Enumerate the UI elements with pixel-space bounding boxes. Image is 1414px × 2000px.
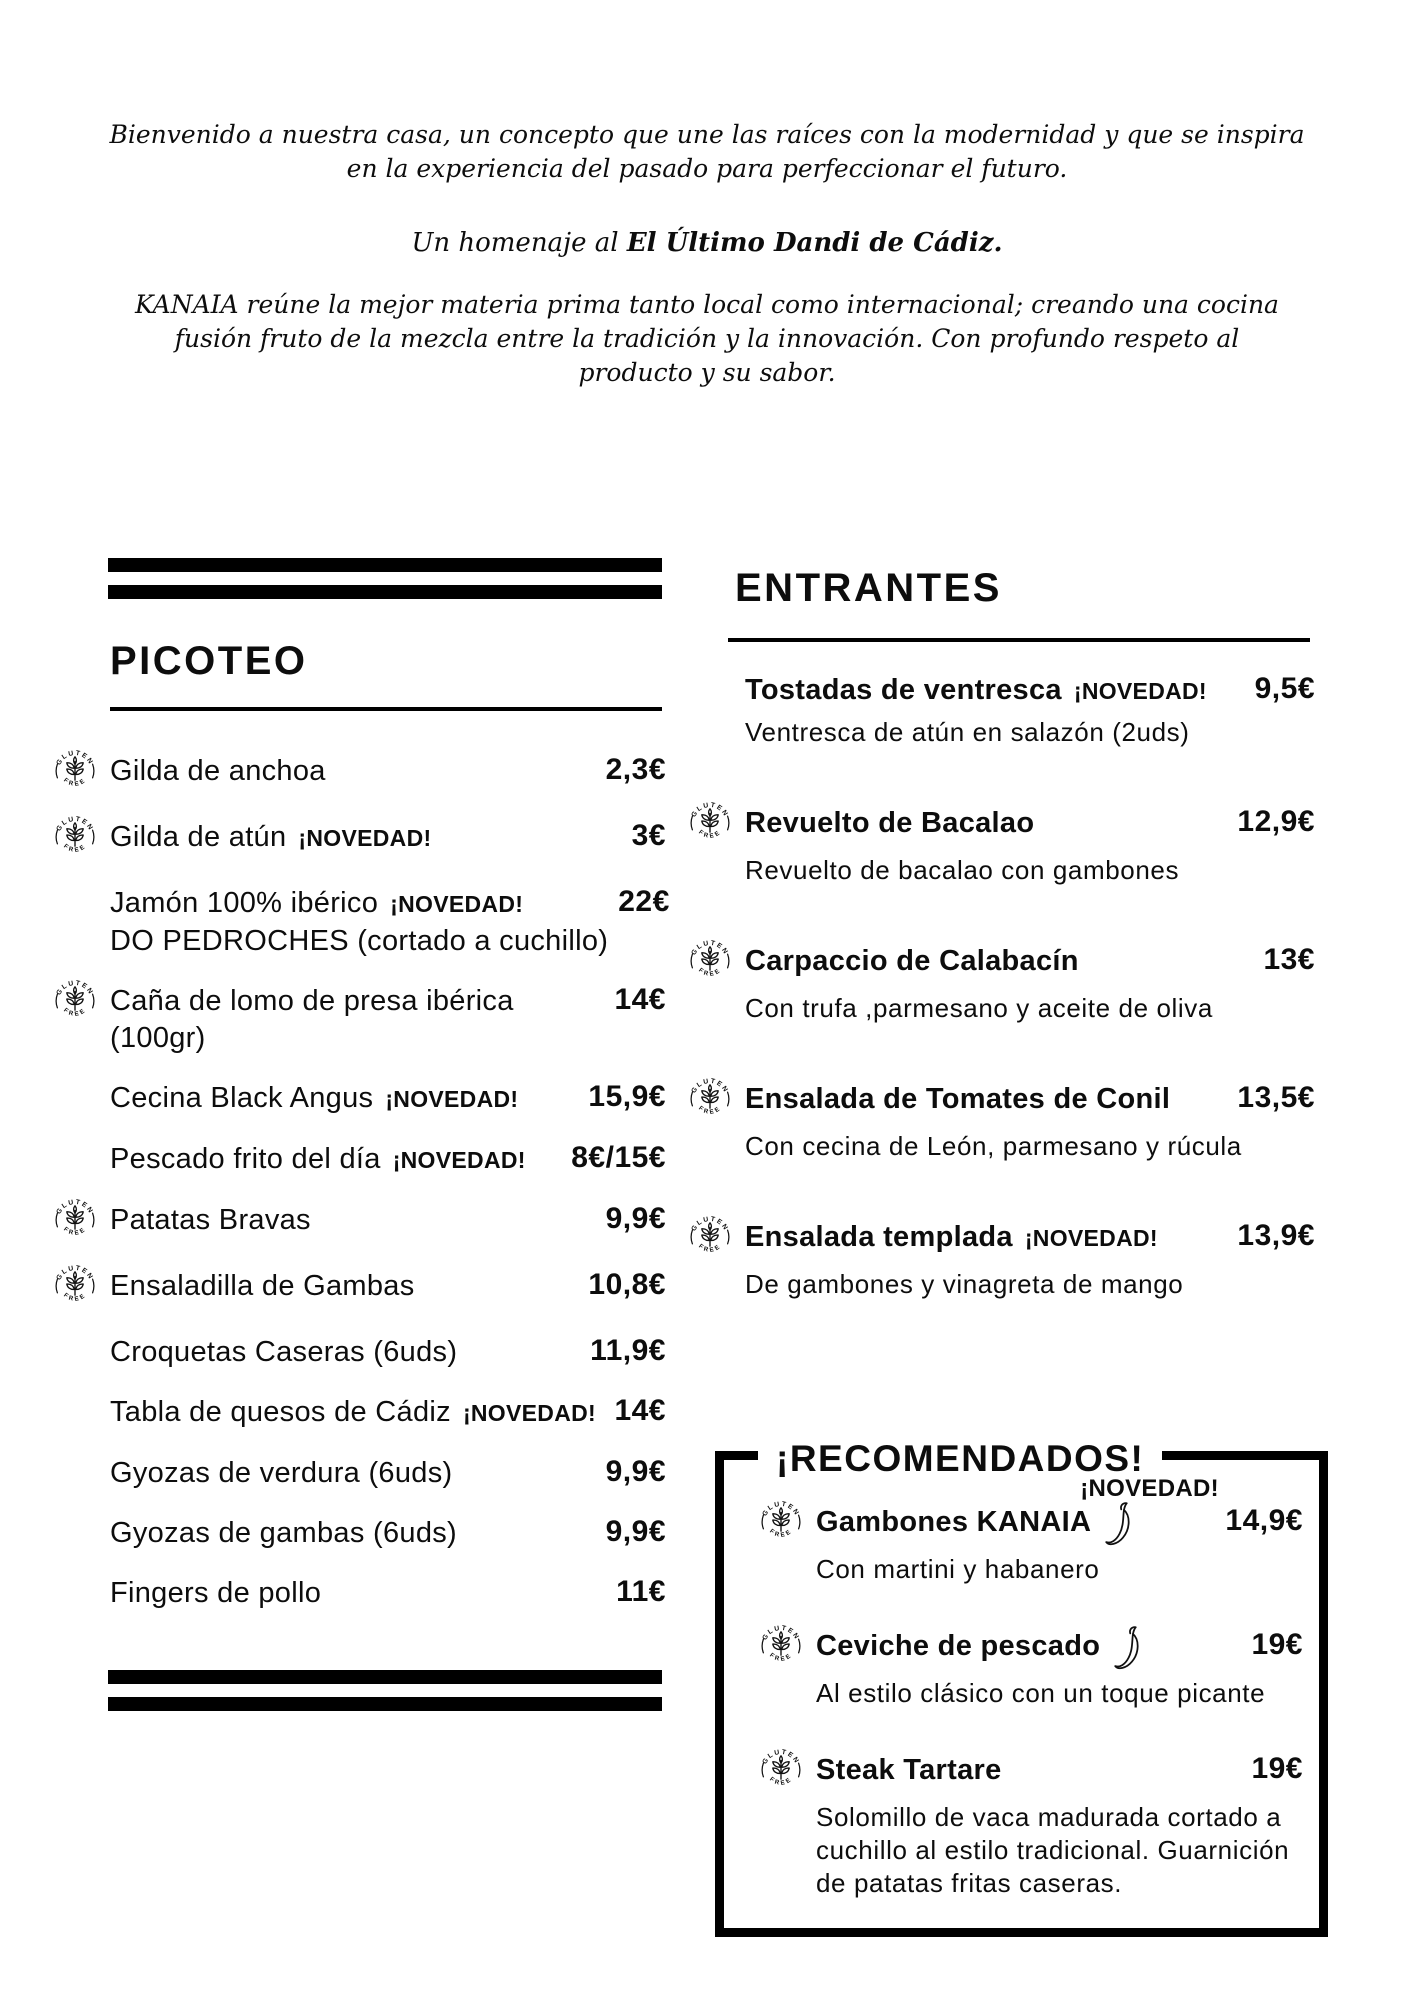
item-price: 19€ xyxy=(1251,1752,1303,1785)
item-name: Tabla de quesos de Cádiz xyxy=(110,1396,451,1428)
picoteo-underline xyxy=(110,707,662,711)
item-price: 13,5€ xyxy=(1237,1081,1315,1114)
item-price: 14€ xyxy=(614,1394,666,1427)
intro-paragraph-2: KANAIA reúne la mejor materia prima tanto local como internacional; creando una cocina fusión fruto de la mezcla entre la tradición y la innovación. Con profundo respeto al producto y su sabor. xyxy=(135,290,1279,387)
item-price: 9,9€ xyxy=(605,1455,666,1488)
icon-spacer xyxy=(50,1387,100,1397)
gluten-free-icon xyxy=(50,812,100,862)
chili-icon xyxy=(1108,1622,1148,1678)
icon-spacer xyxy=(50,1568,100,1578)
item-description: Con cecina de León, parmesano y rúcula xyxy=(745,1131,1242,1161)
gluten-free-icon xyxy=(50,1261,100,1311)
recomendados-title: ¡RECOMENDADOS! xyxy=(758,1434,1162,1484)
icon-spacer xyxy=(50,1508,100,1518)
item-price: 11€ xyxy=(616,1575,666,1608)
icon-spacer xyxy=(50,1327,100,1337)
gluten-free-icon xyxy=(685,1212,735,1262)
menu-item-steak-tartare xyxy=(724,1752,1319,1795)
novelty-badge: ¡NOVEDAD! xyxy=(385,1086,519,1112)
gluten-free-icon xyxy=(50,746,100,796)
decorative-bar xyxy=(108,1670,662,1684)
item-price: 9,9€ xyxy=(605,1202,666,1235)
homage-title: El Último Dandi de Cádiz. xyxy=(626,228,1003,258)
item-price: 14€ xyxy=(614,983,666,1016)
item-name: Patatas Bravas xyxy=(110,1204,311,1236)
menu-item-gyozas-verdura xyxy=(50,1455,670,1492)
icon-spacer xyxy=(50,1134,100,1144)
decorative-bar xyxy=(108,1697,662,1711)
item-price: 2,3€ xyxy=(605,753,666,786)
item-price: 10,8€ xyxy=(588,1268,666,1301)
decorative-bar xyxy=(108,585,662,599)
item-price: 12,9€ xyxy=(1237,805,1315,838)
icon-spacer xyxy=(50,1073,100,1083)
novelty-badge: ¡NOVEDAD! xyxy=(1073,678,1207,704)
item-name: Pescado frito del día xyxy=(110,1143,381,1175)
picoteo-items xyxy=(50,753,670,1612)
item-name: Croquetas Caseras (6uds) xyxy=(110,1336,458,1368)
menu-item-pescado-frito xyxy=(50,1141,670,1179)
entrantes-column xyxy=(685,558,1330,1937)
menu-item-cana-de-lomo xyxy=(50,983,670,1057)
menu-columns xyxy=(0,558,1414,1937)
menu-item-patatas-bravas xyxy=(50,1202,670,1245)
item-price: 9,9€ xyxy=(605,1515,666,1548)
icon-spacer xyxy=(685,665,735,675)
menu-item-carpaccio-calabacin xyxy=(685,943,1330,986)
item-subname: DO PEDROCHES (cortado a cuchillo) xyxy=(110,925,609,957)
item-name: Tostadas de ventresca xyxy=(745,674,1062,706)
menu-item-gyozas-gambas xyxy=(50,1515,670,1552)
picoteo-title: PICOTEO xyxy=(110,639,308,683)
entrantes-underline xyxy=(728,638,1310,642)
menu-item-gilda-anchoa xyxy=(50,753,670,796)
item-name: Ensalada templada xyxy=(745,1221,1013,1253)
novelty-badge: ¡NOVEDAD! xyxy=(1024,1225,1158,1251)
icon-spacer xyxy=(50,1448,100,1458)
item-price: 3€ xyxy=(631,819,666,852)
intro-paragraph-1: Bienvenido a nuestra casa, un concepto que une las raíces con la modernidad y que se inspira en la experiencia del pasado para perfeccionar el futuro. xyxy=(109,120,1305,183)
item-price: 9,5€ xyxy=(1254,672,1315,705)
menu-item-revuelto-bacalao xyxy=(685,805,1330,848)
menu-item-jamon-iberico xyxy=(50,885,670,960)
item-name: Ceviche de pescado xyxy=(816,1630,1101,1662)
item-name: Carpaccio de Calabacín xyxy=(745,945,1079,977)
gluten-free-icon xyxy=(685,798,735,848)
item-description: Ventresca de atún en salazón (2uds) xyxy=(745,717,1190,747)
menu-item-ensalada-templada xyxy=(685,1219,1330,1262)
item-name: Ensalada de Tomates de Conil xyxy=(745,1083,1171,1115)
item-price: 11,9€ xyxy=(590,1334,666,1367)
item-name: Gambones KANAIA xyxy=(816,1506,1092,1538)
item-description: Revuelto de bacalao con gambones xyxy=(745,855,1180,885)
item-description: Con trufa ,parmesano y aceite de oliva xyxy=(745,993,1213,1023)
novelty-badge: ¡NOVEDAD! xyxy=(462,1400,596,1426)
icon-spacer xyxy=(50,878,100,888)
picoteo-column xyxy=(50,558,670,1711)
gluten-free-icon xyxy=(685,936,735,986)
menu-item-tostadas-ventresca xyxy=(685,672,1330,710)
item-name: Gyozas de verdura (6uds) xyxy=(110,1457,453,1489)
intro-homage-line xyxy=(0,228,1414,258)
item-price: 13,9€ xyxy=(1237,1219,1315,1252)
menu-item-ensaladilla xyxy=(50,1268,670,1311)
item-name: Caña de lomo de presa ibérica xyxy=(110,985,514,1017)
menu-item-gilda-atun xyxy=(50,819,670,862)
bottom-decorative-bars xyxy=(108,1670,662,1711)
item-name: Gyozas de gambas (6uds) xyxy=(110,1517,458,1549)
novelty-badge: ¡NOVEDAD! xyxy=(392,1147,526,1173)
item-description: Con martini y habanero xyxy=(816,1554,1100,1584)
item-name: Gilda de anchoa xyxy=(110,755,326,787)
top-decorative-bars xyxy=(108,558,662,599)
gluten-free-icon xyxy=(50,1195,100,1245)
item-name: Gilda de atún xyxy=(110,821,287,853)
item-price: 22€ xyxy=(618,885,670,918)
item-price: 19€ xyxy=(1251,1628,1303,1661)
homage-prefix: Un homenaje al xyxy=(411,228,627,258)
item-name: Ensaladilla de Gambas xyxy=(110,1270,415,1302)
chili-icon xyxy=(1099,1498,1139,1554)
item-subname: (100gr) xyxy=(110,1022,206,1054)
gluten-free-icon xyxy=(685,1074,735,1124)
gluten-free-icon xyxy=(50,976,100,1026)
menu-item-fingers-pollo xyxy=(50,1575,670,1612)
gluten-free-icon xyxy=(756,1497,806,1547)
item-name: Fingers de pollo xyxy=(110,1577,322,1609)
item-price: 13€ xyxy=(1263,943,1315,976)
menu-item-ceviche-pescado xyxy=(724,1628,1319,1671)
item-description: De gambones y vinagreta de mango xyxy=(745,1269,1184,1299)
novelty-badge: ¡NOVEDAD! xyxy=(298,825,432,851)
recomendados-box xyxy=(715,1438,1328,1937)
intro-section xyxy=(0,118,1414,390)
novelty-badge: ¡NOVEDAD! xyxy=(390,891,524,917)
menu-item-gambones-kanaia xyxy=(724,1475,1319,1547)
entrantes-title: ENTRANTES xyxy=(735,566,1002,610)
item-description: Solomillo de vaca madurada cortado a cuchillo al estilo tradicional. Guarnición de patatas fritas caseras. xyxy=(816,1802,1290,1898)
menu-item-ensalada-tomates xyxy=(685,1081,1330,1124)
item-name: Cecina Black Angus xyxy=(110,1082,374,1114)
novelty-badge: ¡NOVEDAD! xyxy=(1080,1475,1219,1502)
entrantes-items xyxy=(685,672,1330,1301)
item-description: Al estilo clásico con un toque picante xyxy=(816,1678,1266,1708)
item-name: Revuelto de Bacalao xyxy=(745,807,1035,839)
gluten-free-icon xyxy=(756,1621,806,1671)
menu-item-tabla-quesos xyxy=(50,1394,670,1432)
item-price: 8€/15€ xyxy=(571,1141,666,1174)
item-name: Steak Tartare xyxy=(816,1754,1002,1786)
item-price: 15,9€ xyxy=(588,1080,666,1113)
menu-item-croquetas xyxy=(50,1334,670,1371)
menu-item-cecina xyxy=(50,1080,670,1118)
item-name: Jamón 100% ibérico xyxy=(110,887,379,919)
gluten-free-icon xyxy=(756,1745,806,1795)
item-price: 14,9€ xyxy=(1225,1504,1303,1537)
decorative-bar xyxy=(108,558,662,572)
